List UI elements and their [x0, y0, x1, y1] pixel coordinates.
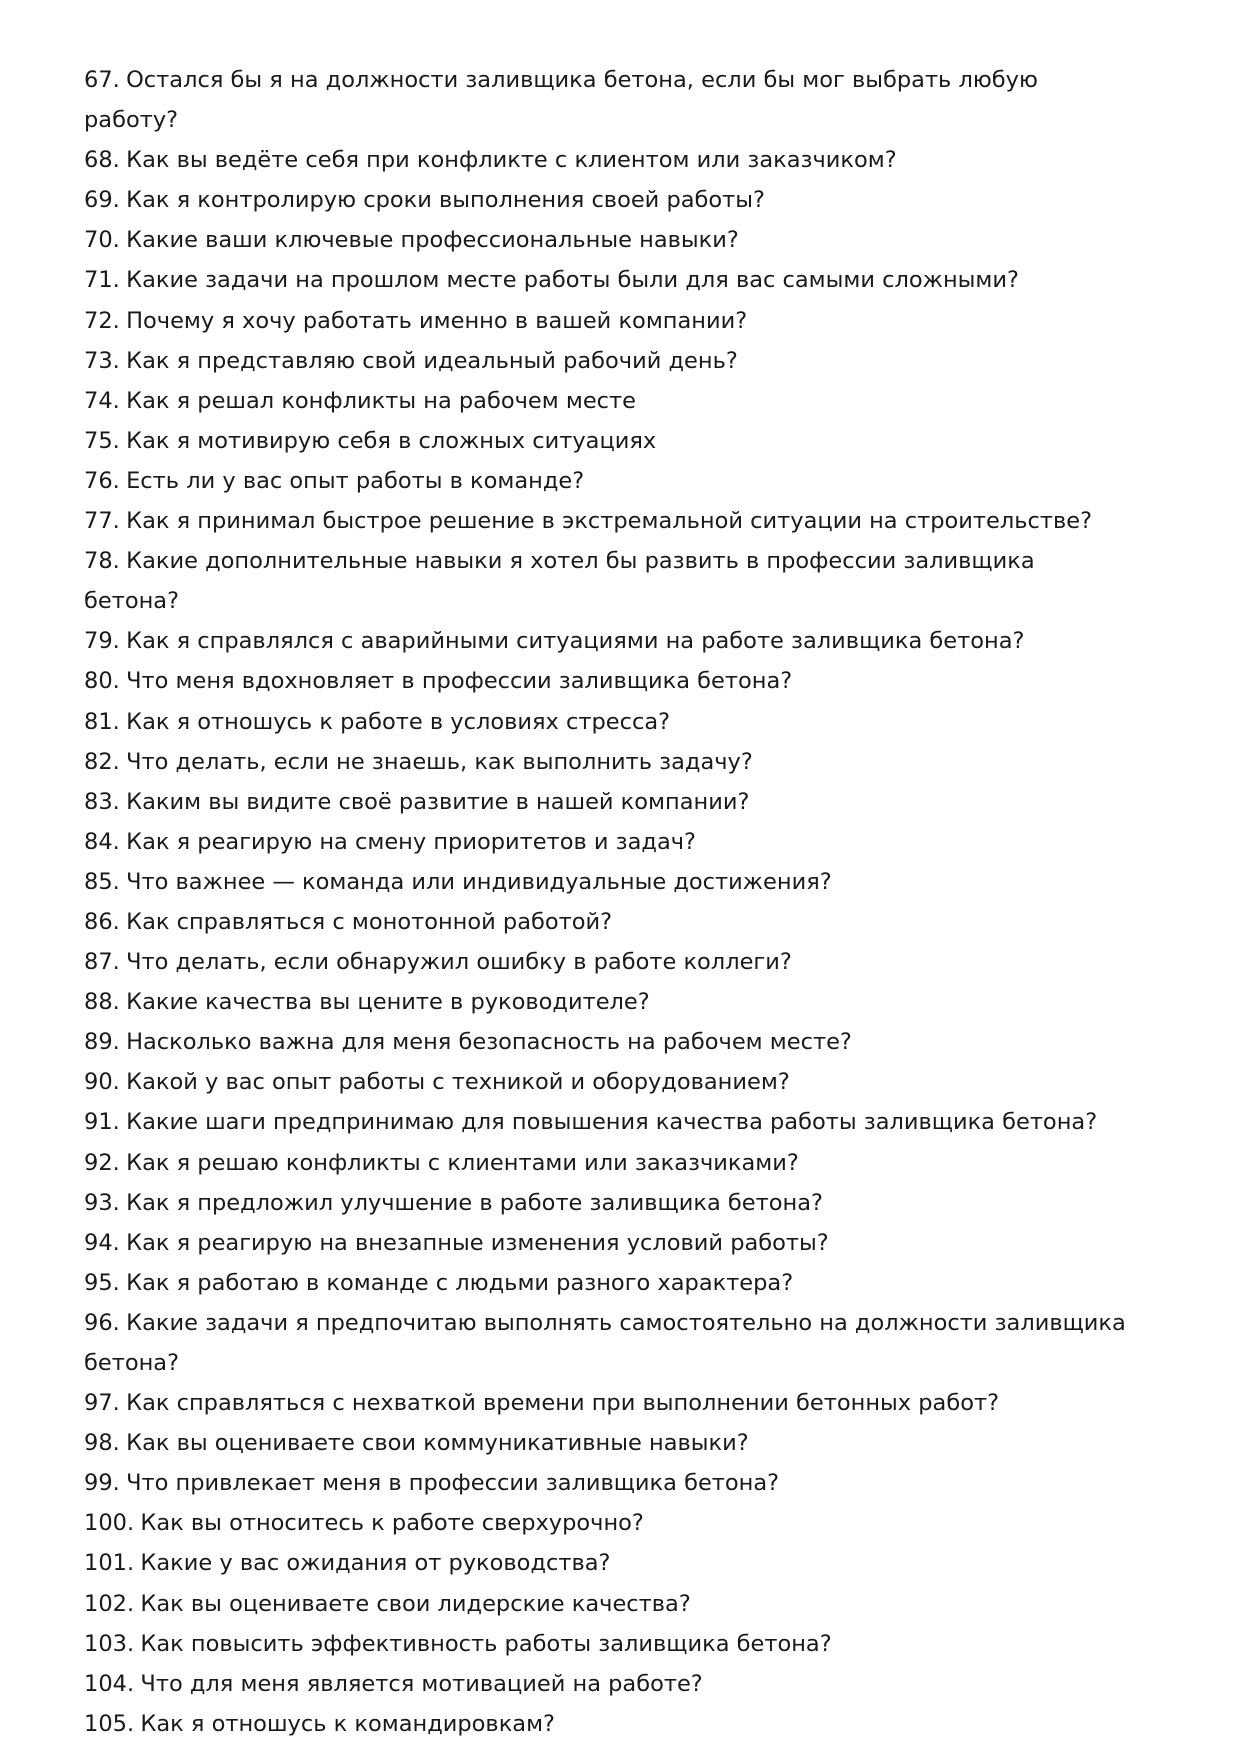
question-number: 98.	[84, 1430, 120, 1457]
question-number: 69.	[84, 187, 120, 214]
question-number: 87.	[84, 949, 120, 976]
question-number: 102.	[84, 1590, 135, 1617]
question-text: Как я принимал быстрое решение в экстремальной ситуации на строительстве?	[126, 508, 1093, 535]
question-number: 95.	[84, 1269, 120, 1296]
question-text: Как вы ведёте себя при конфликте с клиентом или заказчиком?	[126, 147, 897, 174]
question-item	[84, 260, 1134, 300]
question-number: 67.	[84, 67, 120, 93]
question-item	[84, 60, 1134, 140]
question-item	[84, 1102, 1134, 1142]
question-item	[84, 661, 1134, 701]
question-text: Остался бы я на должности заливщика бетона, если бы мог выбрать любую работу?	[84, 67, 1038, 134]
question-text: Какие дополнительные навыки я хотел бы развить в профессии заливщика бетона?	[84, 548, 1035, 615]
question-number: 103.	[84, 1630, 135, 1657]
question-text: Насколько важна для меня безопасность на рабочем месте?	[126, 1029, 852, 1056]
question-number: 92.	[84, 1149, 120, 1176]
question-number: 86.	[84, 908, 120, 935]
question-number: 104.	[84, 1670, 135, 1697]
question-number: 93.	[84, 1189, 120, 1216]
question-item	[84, 742, 1134, 782]
question-text: Каким вы видите своё развитие в нашей компании?	[126, 788, 750, 815]
question-number: 82.	[84, 748, 120, 775]
question-number: 85.	[84, 868, 120, 895]
question-text: Что важнее — команда или индивидуальные достижения?	[126, 868, 832, 895]
question-item	[84, 1624, 1134, 1664]
question-item	[84, 702, 1134, 742]
question-item	[84, 220, 1134, 260]
question-text: Что меня вдохновляет в профессии заливщика бетона?	[126, 668, 793, 695]
question-item	[84, 1223, 1134, 1263]
question-number: 101.	[84, 1550, 135, 1577]
question-text: Как я работаю в команде с людьми разного характера?	[126, 1269, 794, 1296]
question-item	[84, 1584, 1134, 1624]
question-text: Как я отношусь к командировкам?	[140, 1710, 555, 1737]
question-item	[84, 140, 1134, 180]
question-item	[84, 1543, 1134, 1583]
question-text: Как вы относитесь к работе сверхурочно?	[140, 1510, 644, 1537]
question-number: 105.	[84, 1710, 135, 1737]
question-number: 96.	[84, 1309, 120, 1336]
question-item	[84, 1143, 1134, 1183]
question-number: 73.	[84, 347, 120, 374]
question-text: Какие ваши ключевые профессиональные навыки?	[126, 227, 739, 254]
question-text: Что делать, если обнаружил ошибку в работе коллеги?	[126, 949, 792, 976]
question-item	[84, 1664, 1134, 1704]
question-text: Как я реагирую на смену приоритетов и задач?	[126, 828, 696, 855]
question-number: 99.	[84, 1470, 120, 1497]
question-text: Как повысить эффективность работы заливщика бетона?	[140, 1630, 832, 1657]
question-text: Какие шаги предпринимаю для повышения качества работы заливщика бетона?	[126, 1109, 1098, 1136]
question-item	[84, 180, 1134, 220]
question-text: Как я представляю свой идеальный рабочий день?	[126, 347, 738, 374]
question-text: Какие задачи я предпочитаю выполнять самостоятельно на должности заливщика бетона?	[84, 1309, 1126, 1376]
question-item	[84, 1303, 1134, 1383]
question-item	[84, 1704, 1134, 1744]
question-number: 68.	[84, 147, 120, 174]
question-text: Как я решаю конфликты с клиентами или заказчиками?	[126, 1149, 799, 1176]
question-text: Как я справлялся с аварийными ситуациями на работе заливщика бетона?	[126, 628, 1025, 655]
question-item	[84, 1503, 1134, 1543]
question-number: 90.	[84, 1069, 120, 1096]
question-item	[84, 1383, 1134, 1423]
question-text: Как я реагирую на внезапные изменения условий работы?	[126, 1229, 829, 1256]
question-item	[84, 942, 1134, 982]
question-number: 76.	[84, 467, 120, 494]
question-item	[84, 1263, 1134, 1303]
question-item	[84, 822, 1134, 862]
question-number: 72.	[84, 307, 120, 334]
question-item	[84, 301, 1134, 341]
question-number: 74.	[84, 387, 120, 414]
question-item	[84, 621, 1134, 661]
question-number: 77.	[84, 508, 120, 535]
question-text: Почему я хочу работать именно в вашей компании?	[126, 307, 748, 334]
question-text: Какие качества вы цените в руководителе?	[126, 989, 650, 1016]
question-item	[84, 782, 1134, 822]
question-item	[84, 461, 1134, 501]
question-item	[84, 341, 1134, 381]
question-number: 71.	[84, 267, 120, 294]
question-text: Что привлекает меня в профессии заливщика бетона?	[126, 1470, 780, 1497]
question-text: Какой у вас опыт работы с техникой и оборудованием?	[126, 1069, 790, 1096]
question-text: Как справляться с нехваткой времени при выполнении бетонных работ?	[126, 1390, 1000, 1417]
question-number: 83.	[84, 788, 120, 815]
question-item	[84, 1423, 1134, 1463]
question-text: Что делать, если не знаешь, как выполнить задачу?	[126, 748, 753, 775]
question-number: 70.	[84, 227, 120, 254]
question-item	[84, 541, 1134, 621]
question-list	[84, 60, 1134, 1744]
question-item	[84, 1062, 1134, 1102]
question-number: 78.	[84, 548, 120, 575]
question-number: 79.	[84, 628, 120, 655]
question-text: Что для меня является мотивацией на работе?	[140, 1670, 703, 1697]
question-item	[84, 1463, 1134, 1503]
question-text: Как вы оцениваете свои коммуникативные навыки?	[126, 1430, 749, 1457]
question-text: Какие задачи на прошлом месте работы были для вас самыми сложными?	[126, 267, 1019, 294]
question-item	[84, 862, 1134, 902]
question-text: Как я предложил улучшение в работе заливщика бетона?	[126, 1189, 823, 1216]
question-number: 80.	[84, 668, 120, 695]
question-number: 84.	[84, 828, 120, 855]
question-text: Как справляться с монотонной работой?	[126, 908, 613, 935]
question-item	[84, 982, 1134, 1022]
question-text: Как я мотивирую себя в сложных ситуациях	[126, 427, 657, 454]
question-text: Какие у вас ожидания от руководства?	[140, 1550, 611, 1577]
question-number: 88.	[84, 989, 120, 1016]
question-item	[84, 421, 1134, 461]
question-number: 89.	[84, 1029, 120, 1056]
question-number: 94.	[84, 1229, 120, 1256]
question-item	[84, 902, 1134, 942]
question-text: Как вы оцениваете свои лидерские качества?	[140, 1590, 691, 1617]
question-text: Как я отношусь к работе в условиях стресса?	[126, 708, 671, 735]
question-number: 97.	[84, 1390, 120, 1417]
question-number: 100.	[84, 1510, 135, 1537]
question-item	[84, 501, 1134, 541]
question-text: Как я решал конфликты на рабочем месте	[126, 387, 637, 414]
question-item	[84, 381, 1134, 421]
question-item	[84, 1183, 1134, 1223]
question-number: 75.	[84, 427, 120, 454]
question-item	[84, 1022, 1134, 1062]
question-number: 91.	[84, 1109, 120, 1136]
question-number: 81.	[84, 708, 120, 735]
question-text: Как я контролирую сроки выполнения своей работы?	[126, 187, 765, 214]
question-text: Есть ли у вас опыт работы в команде?	[126, 467, 585, 494]
